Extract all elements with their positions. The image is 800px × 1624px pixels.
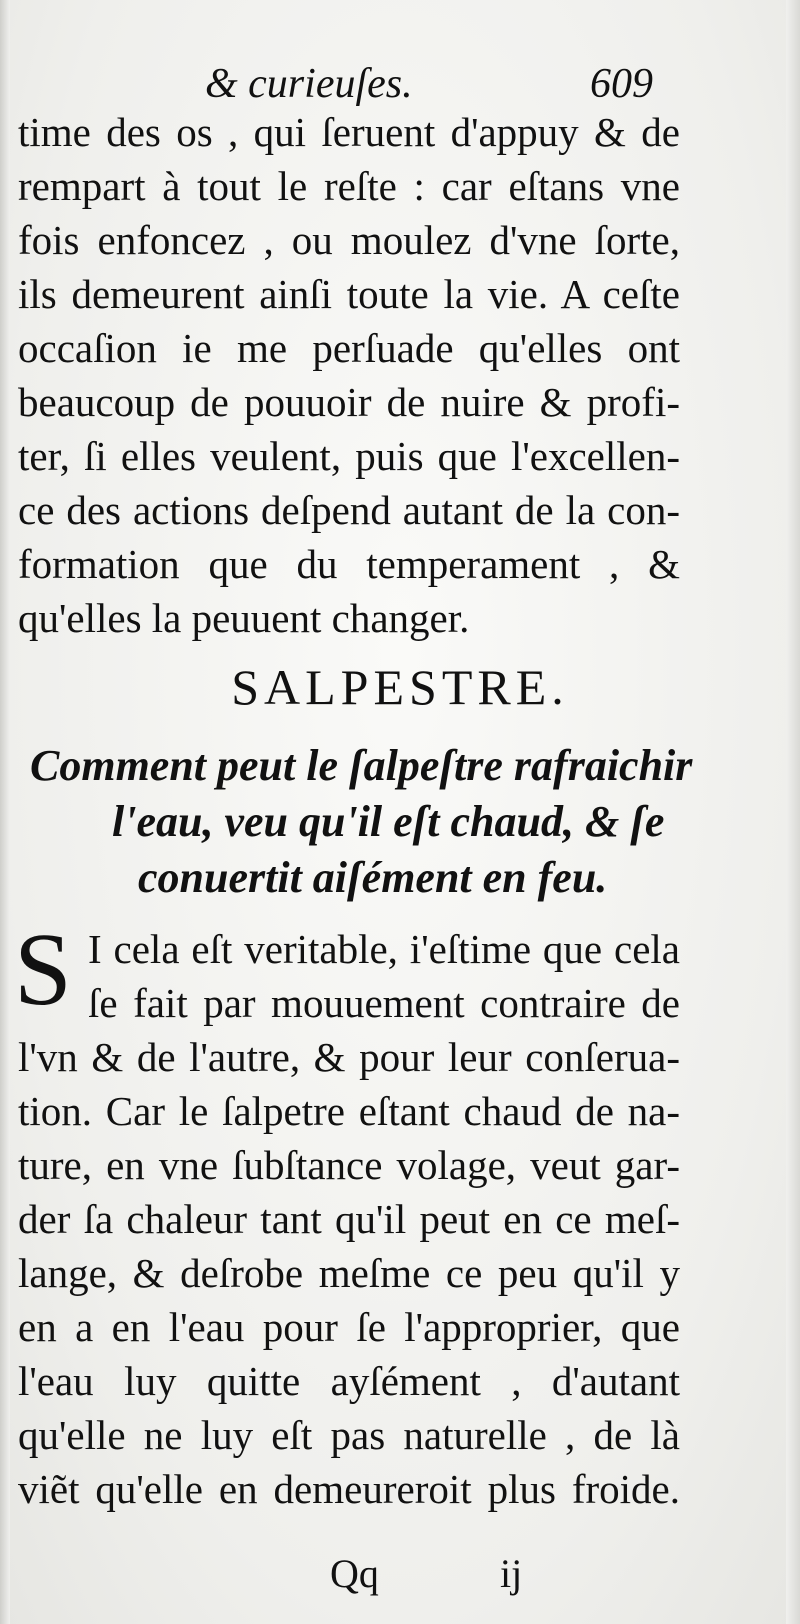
question-line: l'eau, veu qu'il eſt chaud, & ſe: [112, 797, 665, 846]
text-line: l'eau luy quitte ayſément , d'autant: [18, 1358, 680, 1404]
signature-letters: Qq: [330, 1551, 379, 1596]
text-line: ter, ſi elles veulent, puis que l'excellen-: [18, 433, 680, 479]
page-number: 609: [590, 61, 653, 107]
section-heading: SALPESTRE.: [231, 659, 569, 715]
text-line: formation que du temperament , &: [18, 541, 680, 587]
text-line: ce des actions deſpend autant de la con-: [18, 487, 680, 533]
text-line: der ſa chaleur tant qu'il peut en ce meſ-: [18, 1196, 680, 1242]
running-head-title: & curieuſes.: [205, 61, 413, 107]
question-line: Comment peut le ſalpeſtre rafraichir: [30, 741, 693, 790]
text-line: occaſion ie me perſuade qu'elles ont: [18, 325, 680, 371]
text-line: ils demeurent ainſi toute la vie. A ceſte: [18, 271, 680, 317]
text-line: viẽt qu'elle en demeureroit plus froide.: [18, 1466, 680, 1512]
text-line: qu'elles la peuuent changer.: [18, 595, 470, 641]
text-line: beaucoup de pouuoir de nuire & profi-: [18, 379, 680, 425]
text-line: tion. Car le ſalpetre eſtant chaud de na-: [18, 1088, 680, 1134]
drop-cap: S: [14, 912, 72, 1027]
text-line: ture, en vne ſubſtance volage, veut gar-: [18, 1142, 680, 1188]
question-line: conuertit aiſément en feu.: [138, 853, 608, 902]
text-line: ſe fait par mouuement contraire de: [88, 980, 680, 1026]
text-line: lange, & deſrobe meſme ce peu qu'il y: [18, 1250, 680, 1296]
text-line: l'vn & de l'autre, & pour leur conſerua-: [18, 1034, 680, 1080]
signature-numeral: ij: [500, 1551, 523, 1596]
text-line: fois enfoncez , ou moulez d'vne ſorte,: [18, 217, 680, 263]
text-line: rempart à tout le reſte : car eſtans vne: [18, 163, 680, 209]
text-line: qu'elle ne luy eſt pas naturelle , de là: [18, 1412, 680, 1458]
text-line: I cela eſt veritable, i'eſtime que cela: [88, 926, 680, 972]
text-line: time des os , qui ſeruent d'appuy & de: [18, 109, 680, 155]
text-line: en a en l'eau pour ſe l'approprier, que: [18, 1304, 680, 1350]
